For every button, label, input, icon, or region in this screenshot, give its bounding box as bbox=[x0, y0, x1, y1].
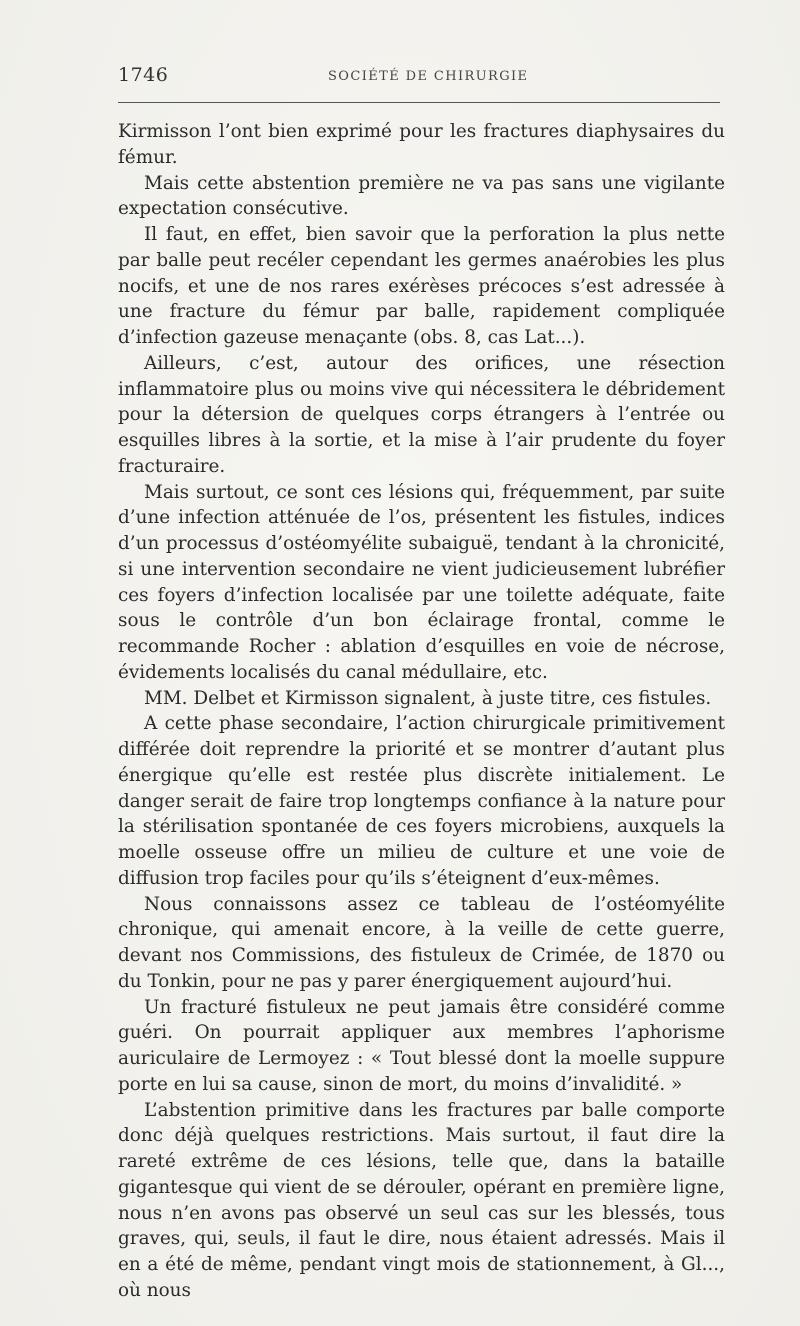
paragraph: Mais surtout, ce sont ces lésions qui, fréquemment, par suite d’une infection atténuée de l’os, présentent les fistules, indices d’un processus d’ostéomyélite subaiguë, tendant à la chronicité, si une intervention secondaire ne vient judicieusement lubréfier ces foyers d’infection localisée par une toilette adéquate, faite sous le contrôle d’un bon éclairage frontal, comme le recommande Rocher : ablation d’esquilles en voie de nécrose, évidements localisés du canal médullaire, etc. bbox=[118, 481, 725, 683]
paragraph: Nous connaissons assez ce tableau de l’ostéomyélite chronique, qui amenait encore, à la veille de cette guerre, devant nos Commissions, des fistuleux de Crimée, de 1870 ou du Tonkin, pour ne pas y parer énergiquement aujourd’hui. bbox=[118, 893, 725, 992]
paragraph: MM. Delbet et Kirmisson signalent, à juste titre, ces fistules. bbox=[144, 687, 712, 709]
header-rule bbox=[118, 102, 720, 103]
paragraph: A cette phase secondaire, l’action chirurgicale primitivement différée doit reprendre la priorité et se montrer d’autant plus énergique qu’elle est restée plus discrète initialement. Le danger serait de faire trop longtemps confiance à la nature pour la stérilisation spontanée de ces foyers microbiens, auxquels la moelle osseuse offre un milieu de culture et une voie de diffusion trop faciles pour qu’ils s’éteignent d’eux-mêmes. bbox=[118, 713, 725, 889]
paragraph: Mais cette abstention première ne va pas sans une vigilante expectation consécutive. bbox=[118, 172, 725, 220]
running-head: SOCIÉTÉ DE CHIRURGIE bbox=[328, 69, 529, 84]
paragraph-continuation: Kirmisson l’ont bien exprimé pour les fractures diaphysaires du fémur. bbox=[118, 121, 725, 168]
body-text bbox=[118, 119, 725, 1304]
page-number: 1746 bbox=[118, 64, 169, 86]
paragraph: Il faut, en effet, bien savoir que la perforation la plus nette par balle peut recéler cependant les germes anaérobies les plus nocifs, et une de nos rares exérèses précoces s’est adressée à une fracture du fémur par balle, rapidement compliquée d’infection gazeuse menaçante (obs. 8, cas Lat...). bbox=[118, 224, 725, 348]
paragraph: L’abstention primitive dans les fractures par balle comporte donc déjà quelques restrictions. Mais surtout, il faut dire la rareté extrême de ces lésions, telle que, dans la bataille gigantesque qui vient de se dérouler, opérant en première ligne, nous n’en avons pas observé un seul cas sur les blessés, tous graves, qui, seuls, il faut le dire, nous étaient adressés. Mais il en a été de même, pendant vingt mois de stationnement, à Gl..., où nous bbox=[118, 1099, 725, 1301]
page-header bbox=[118, 64, 724, 88]
paragraph: Ailleurs, c’est, autour des orifices, une résection inflammatoire plus ou moins vive qui nécessitera le débridement pour la détersion de quelques corps étrangers à l’entrée ou esquilles libres à la sortie, et la mise à l’air prudente du foyer fracturaire. bbox=[118, 352, 725, 477]
paragraph: Un fracturé fistuleux ne peut jamais être considéré comme guéri. On pourrait appliquer aux membres l’aphorisme auriculaire de Lermoyez : « Tout blessé dont la moelle suppure porte en lui sa cause, sinon de mort, du moins d’invalidité. » bbox=[118, 996, 725, 1095]
